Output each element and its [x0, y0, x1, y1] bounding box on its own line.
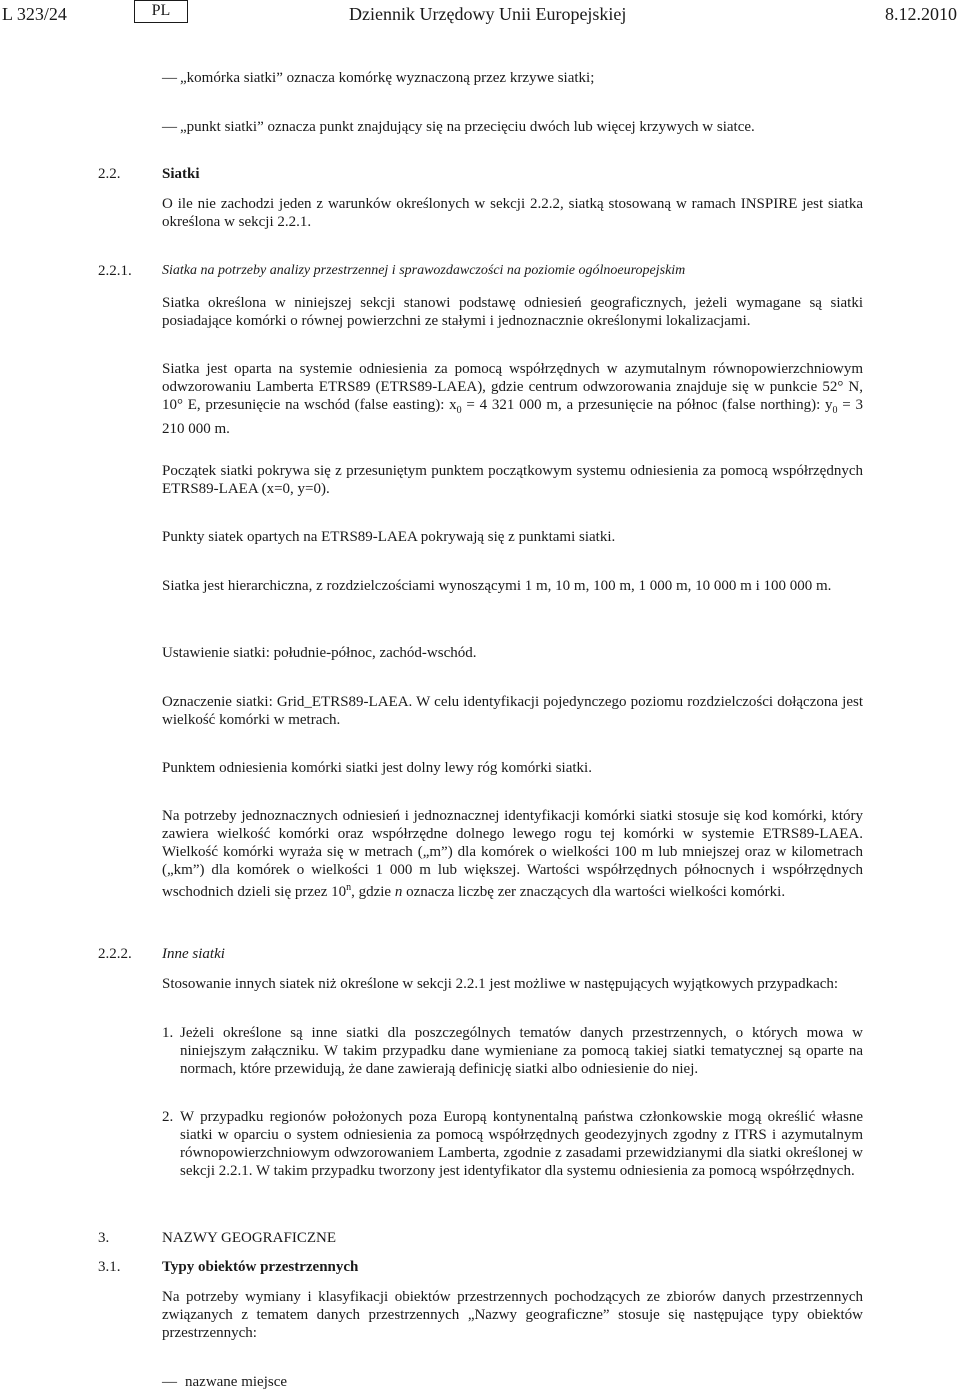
paragraph: Ustawienie siatki: południe-północ, zachód-wschód.	[162, 645, 477, 661]
section-number: 2.2.	[98, 166, 121, 182]
definition-cell: „komórka siatki” oznacza komórkę wyznaczoną przez krzywe siatki;	[180, 70, 595, 86]
list-item: Jeżeli określone są inne siatki dla poszczególnych tematów danych przestrzennych, o których mowa w niniejszym załączniku. W takim przypadku dane wymieniane za pomocą takiej siatki tematycznej są oparte na normach, które przewidują, że dane zawierają definicję siatki albo odniesienie do niej.	[180, 1025, 863, 1077]
section-number: 2.2.1.	[98, 263, 132, 279]
page-header	[0, 0, 960, 30]
paragraph: Początek siatki pokrywa się z przesuniętym punktem początkowym systemu odniesienia za pomocą współrzędnych ETRS89-LAEA (x=0, y=0).	[162, 463, 863, 497]
section-title: Inne siatki	[162, 946, 225, 962]
paragraph: Na potrzeby jednoznacznych odniesień i jednoznacznej identyfikacji komórki siatki stosuje się kod komórki, który zawiera wielkość komórki oraz współrzędne dolnego lewego rogu tej komórki w systemie ETRS89-LAEA. Wielkość komórki wyraża się w metrach („m”) dla komórek o wielkości 100 m lub mniejszej oraz w kilometrach („km”) dla komórek o wielkości 1 000 m lub większej. Wartości współrzędnych północnych i współrzędnych wschodnich dzieli się przez 10$^n$, gdzie n oznacza liczbę zer znaczących dla wartości wielkości komórki.	[162, 808, 863, 900]
paragraph: Siatka jest hierarchiczna, z rozdzielczościami wynoszącymi 1 m, 10 m, 100 m, 1 000 m, 10 000 m i 100 000 m.	[162, 578, 832, 594]
section-title: Typy obiektów przestrzennych	[162, 1259, 359, 1275]
language-box: PL	[134, 0, 188, 23]
list-item: nazwane miejsce	[185, 1374, 288, 1390]
list-item: W przypadku regionów położonych poza Europą kontynentalną państwa członkowskie mogą określić własne siatki w oparciu o system odniesienia za pomocą współrzędnych geodezyjnych zgodny z ITRS i azymutalnym równopowierzchniowym odwzorowaniem Lamberta, zgodnie z zasadami przewidzianymi dla siatki określonej w sekcji 2.2.1. W takim przypadku tworzony jest identyfikator dla systemu odniesienia za pomocą współrzędnych.	[180, 1109, 863, 1179]
paragraph: Punktem odniesienia komórki siatki jest dolny lewy róg komórki siatki.	[162, 760, 592, 776]
paragraph: Siatka określona w niniejszej sekcji stanowi podstawę odniesień geograficznych, jeżeli wymagane są siatki posiadające komórki o równej powierzchni ze stałymi i jednoznacznie określonymi lokalizacjami.	[162, 295, 863, 329]
dash-marker: —	[162, 1374, 177, 1390]
section-title: Siatki	[162, 166, 200, 182]
paragraph: O ile nie zachodzi jeden z warunków określonych w sekcji 2.2.2, siatką stosowaną w ramach INSPIRE jest siatka określona w sekcji 2.2.1.	[162, 196, 863, 230]
journal-title: Dziennik Urzędowy Unii Europejskiej	[349, 4, 627, 24]
paragraph: Na potrzeby wymiany i klasyfikacji obiektów przestrzennych pochodzących ze zbiorów danych przestrzennych związanych z tematem danych przestrzennych „Nazwy geograficzne” stosuje się następujące typy obiektów przestrzennych:	[162, 1289, 863, 1341]
paragraph: Stosowanie innych siatek niż określone w sekcji 2.2.1 jest możliwe w następujących wyjątkowych przypadkach:	[162, 976, 839, 992]
dash-marker: —	[162, 70, 177, 86]
section-title: NAZWY GEOGRAFICZNE	[162, 1230, 337, 1246]
list-number: 2.	[162, 1109, 174, 1125]
list-number: 1.	[162, 1025, 174, 1041]
page-number: L 323/24	[2, 4, 67, 24]
paragraph: Oznaczenie siatki: Grid_ETRS89-LAEA. W celu identyfikacji pojedynczego poziomu rozdzielczości dołączona jest wielkość komórki w metrach.	[162, 694, 863, 728]
paragraph: Punkty siatek opartych na ETRS89-LAEA pokrywają się z punktami siatki.	[162, 529, 616, 545]
dash-marker: —	[162, 119, 177, 135]
section-number: 3.1.	[98, 1259, 121, 1275]
section-title: Siatka na potrzeby analizy przestrzennej i sprawozdawczości na poziomie ogólnoeuropejskim	[162, 263, 686, 278]
definition-point: „punkt siatki” oznacza punkt znajdujący się na przecięciu dwóch lub więcej krzywych w siatce.	[180, 119, 755, 135]
paragraph: Siatka jest oparta na systemie odniesienia za pomocą współrzędnych w azymutalnym równopowierzchniowym odwzorowaniu Lamberta ETRS89 (ETRS89-LAEA), gdzie centrum odwzorowania znajduje się w punkcie 52° N, 10° E, przesunięcie na wschód (false easting): $x_0 = 4$ 321 000 m, a przesunięcie na północ (false northing): $y_0 = 3$ 210 000 m.	[162, 361, 863, 437]
section-number: 2.2.2.	[98, 946, 132, 962]
publication-date: 8.12.2010	[885, 4, 957, 24]
section-number: 3.	[98, 1230, 110, 1246]
